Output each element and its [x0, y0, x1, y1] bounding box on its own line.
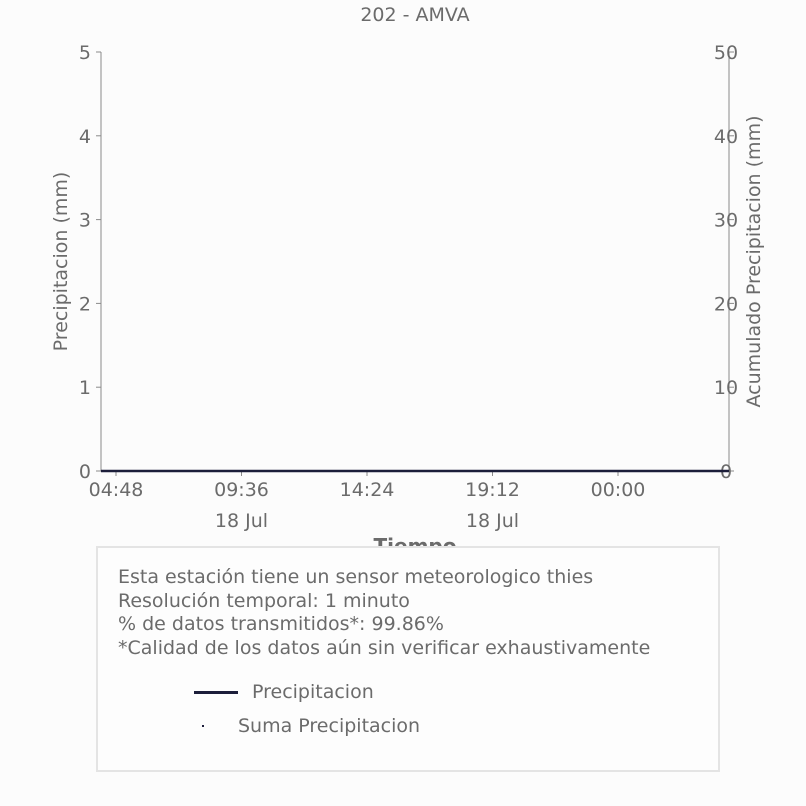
info-line-transmitted: % de datos transmitidos*: 99.86%	[118, 613, 444, 635]
x-tick-label: 04:48	[88, 479, 144, 501]
legend-label-precipitacion: Precipitacion	[252, 681, 374, 703]
y-left-tick-label: 1	[78, 377, 91, 400]
y-left-tick-label: 2	[78, 293, 91, 316]
y-right-tick-label: 40	[713, 125, 739, 148]
chart-title: 202 - AMVA	[360, 4, 470, 26]
x-tick-label: 19:12	[465, 479, 520, 501]
y-right-tick-label: 50	[713, 42, 739, 64]
y-left-tick-label: 4	[78, 125, 91, 148]
y-right-tick-label: 0	[719, 461, 733, 483]
x-tick-label: 14:24	[339, 479, 395, 501]
y-left-axis-label: Precipitacion (mm)	[50, 171, 72, 352]
legend-entry-precipitacion	[194, 681, 374, 703]
station-info	[118, 566, 650, 660]
x-tick-label: 00:00	[590, 479, 646, 501]
x-tick-sublabel: 18 Jul	[214, 510, 269, 532]
x-tick-sublabel: 18 Jul	[465, 510, 520, 532]
y-right-tick-label: 30	[713, 209, 739, 232]
info-line-sensor: Esta estación tiene un sensor meteorologico thies	[118, 566, 594, 588]
legend-dot-swatch	[202, 725, 204, 727]
y-right-axis-label: Acumulado Precipitacion (mm)	[743, 115, 765, 408]
y-right-tick-label: 20	[713, 293, 739, 316]
info-legend-box	[96, 546, 720, 772]
y-right-tick-label: 10	[713, 377, 739, 400]
x-tick-label: 09:36	[214, 479, 269, 501]
info-line-quality: *Calidad de los datos aún sin verificar exhaustivamente	[118, 636, 651, 659]
legend-entry-suma	[194, 715, 420, 737]
y-left-tick-label: 0	[78, 461, 91, 483]
legend-line-swatch	[194, 691, 238, 694]
y-left-tick-label: 3	[78, 209, 91, 232]
y-left-tick-label: 5	[78, 42, 91, 64]
legend-label-suma: Suma Precipitacion	[238, 715, 421, 737]
info-line-resolution: Resolución temporal: 1 minuto	[118, 589, 410, 612]
